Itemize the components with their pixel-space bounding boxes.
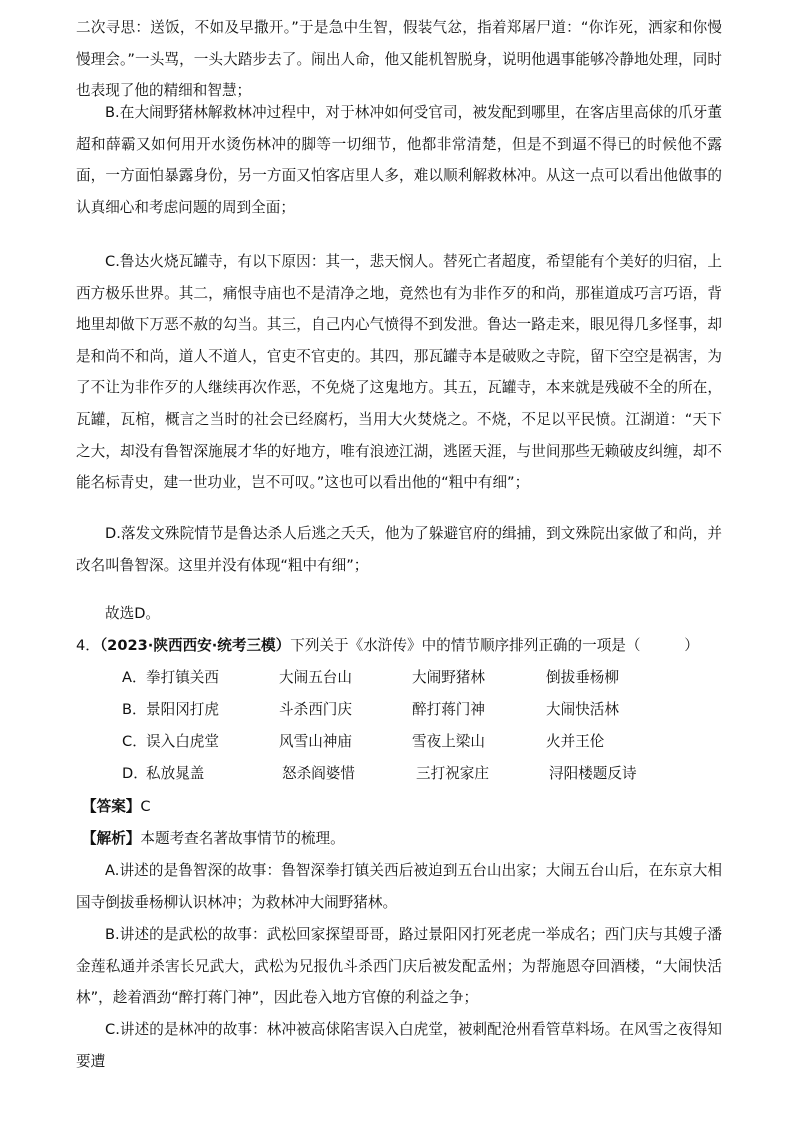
- answer-label: 【答案】: [82, 798, 141, 815]
- paragraph-d: D.落发文殊院情节是鲁达杀人后逃之夭夭，他为了躲避官府的缉捕，到文殊院出家做了和尚，并改名叫鲁智深。这里并没有体现“粗中有细”；: [76, 525, 722, 574]
- analysis-intro: 本题考查名著故事情节的梳理。: [140, 830, 345, 847]
- option-item: 浔阳楼题反诗: [549, 765, 637, 782]
- analysis-paragraph-b: B.讲述的是武松的故事：武松回家探望哥哥，路过景阳冈打死老虎一举成名；西门庆与其嫂子潘金莲私通并杀害长兄武大，武松为兄报仇斗杀西门庆后被发配孟州；为帮施恩夺回酒楼，“大闹快活林”，趁着酒劲“醉打蒋门神”，因此卷入地方官僚的利益之争；: [76, 926, 722, 1007]
- option-item: 斗杀西门庆: [279, 701, 352, 718]
- option-letter: A．: [122, 669, 147, 686]
- option-b-row: [0, 698, 794, 722]
- paragraph-b: B.在大闹野猪林解救林冲过程中，对于林冲如何受官司，被发配到哪里，在客店里高俅的爪牙董超和薛霸又如何用开水烫伤林冲的脚等一切细节，他都非常清楚，但是不到逼不得已的时候他不露面，一方面怕暴露身份，另一方面又怕客店里人多，难以顺利解救林冲。从这一点可以看出他做事的认真细心和考虑问题的周到全面；: [76, 104, 722, 216]
- option-item: 雪夜上梁山: [412, 733, 485, 750]
- option-letter: C．: [122, 733, 147, 750]
- conclusion-text: 故选D。: [105, 605, 161, 622]
- question-4: [76, 634, 699, 658]
- analysis-label: 【解析】: [82, 830, 141, 847]
- option-item: 火并王伦: [546, 733, 605, 750]
- option-item: 私放晁盖: [146, 765, 205, 782]
- answer-line: [82, 795, 151, 819]
- option-item: 大闹五台山: [279, 669, 352, 686]
- option-item: 风雪山神庙: [279, 733, 352, 750]
- paragraph-c: C.鲁达火烧瓦罐寺，有以下原因：其一，悲天悯人。替死亡者超度，希望能有个美好的归宿，上西方极乐世界。其二，痛恨寺庙也不是清净之地，竟然也有为非作歹的和尚，那崔道成巧言巧语，背地里却做下万恶不赦的勾当。其三，自己内心气愤得不到发泄。鲁达一路走来，眼见得几多怪事，却是和尚不和尚，道人不道人，官吏不官吏的。其四，那瓦罐寺本是破败之寺院，留下空空是祸害，为了不让为非作歹的人继续再次作恶，不免烧了这鬼地方。其五，瓦罐寺，本来就是残破不全的所在，瓦罐，瓦棺，概言之当时的社会已经腐朽，当用大火焚烧之。不烧，不足以平民愤。江湖道：“天下之大，却没有鲁智深施展才华的好地方，唯有浪迹江湖，逃匿天涯，与世间那些无赖破皮纠缠，却不能名标青史，建一世功业，岂不可叹。”这也可以看出他的“粗中有细”；: [76, 253, 722, 492]
- paragraph-a-continued: 二次寻思：送饭，不如及早撒开。”于是急中生智，假装气忿，指着郑屠尸道：“你诈死，洒家和你慢慢理会。”一头骂，一头大踏步去了。闹出人命，他又能机智脱身，说明他遇事能够冷静地处理，同时也表现了他的精细和智慧；: [76, 19, 722, 100]
- question-stem: 下列关于《水浒传》中的情节顺序排列正确的一项是（ ）: [290, 637, 699, 654]
- option-item: 三打祝家庄: [416, 765, 489, 782]
- option-d-row: [0, 762, 794, 786]
- analysis-paragraph-c: C.讲述的是林冲的故事：林冲被高俅陷害误入白虎堂，被刺配沧州看管草料场。在风雪之夜得知要遭: [76, 1021, 722, 1070]
- option-item: 大闹快活林: [546, 701, 619, 718]
- option-item: 醉打蒋门神: [412, 701, 485, 718]
- option-item: 倒拔垂杨柳: [546, 669, 619, 686]
- option-c-row: [0, 730, 794, 754]
- answer-value: C: [140, 798, 151, 815]
- question-number: 4．: [76, 637, 100, 654]
- option-item: 大闹野猪林: [412, 669, 485, 686]
- analysis-paragraph-a: A.讲述的是鲁智深的故事：鲁智深拳打镇关西后被迫到五台山出家；大闹五台山后，在东京大相国寺倒拔垂杨柳认识林冲；为救林冲大闹野猪林。: [76, 862, 722, 911]
- option-item: 怒杀阎婆惜: [282, 765, 355, 782]
- option-letter: D．: [122, 765, 148, 782]
- option-item: 景阳冈打虎: [146, 701, 219, 718]
- option-item: 误入白虎堂: [146, 733, 219, 750]
- option-item: 拳打镇关西: [146, 669, 219, 686]
- option-letter: B．: [122, 701, 147, 718]
- analysis-line: [82, 827, 345, 851]
- option-a-row: [0, 666, 794, 690]
- question-source: （2023·陕西西安·统考三模）: [99, 637, 291, 654]
